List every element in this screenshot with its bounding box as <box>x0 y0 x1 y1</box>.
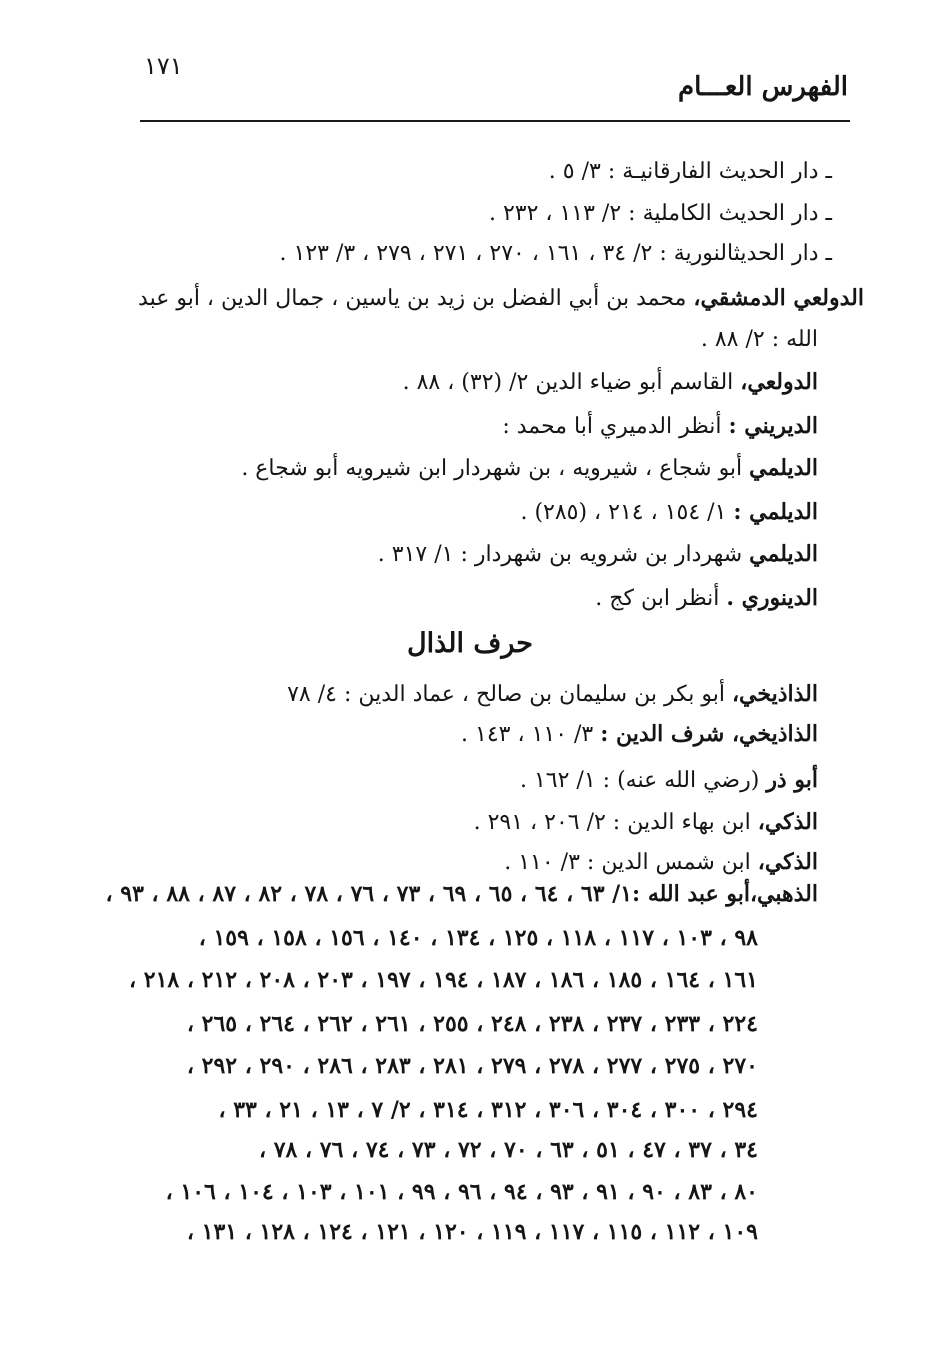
entry-name: الدولعي، <box>740 369 818 395</box>
entry-daylami-refs <box>520 496 818 529</box>
entry-dhahabi <box>105 878 818 911</box>
entry-daylami-shahrdar <box>378 538 818 571</box>
entry-dayrini <box>502 410 818 443</box>
entry-text: (رضي الله عنه) : ١/ ١٦٢ . <box>519 768 767 793</box>
entry-name: الديلمي <box>749 455 818 481</box>
entry-text: ابن شمس الدين : ٣/ ١١٠ . <box>504 850 758 875</box>
entry-dawlaee-qasim <box>403 366 818 399</box>
entry-dar-hadith-kamiliya: ـ دار الحديث الكاملية : ٢/ ١١٣ ، ٢٣٢ . <box>488 201 832 226</box>
section-heading-dhal: حرف الذال <box>407 628 533 659</box>
entry-text: شهردار بن شرويه بن شهردار : ١/ ٣١٧ . <box>377 542 750 567</box>
page-number: ١٧١ <box>144 52 183 80</box>
entry-dar-hadith-nuriya: ـ دار الحديثالنورية : ٢/ ٣٤ ، ١٦١ ، ٢٧٠ ، ٢٧١ ، ٢٧٩ ، ٣/ ١٢٣ . <box>279 241 832 266</box>
entry-dinawari <box>595 582 818 615</box>
entry-text: أبو شجاع ، شيرويه ، بن شهردار ابن شيرويه أبو شجاع . <box>241 456 750 481</box>
entry-text: أنظر الدميري أبا محمد : <box>502 414 729 439</box>
entry-name: الذهبي، <box>749 881 818 907</box>
entry-text: ١/ ١٥٤ ، ٢١٤ ، (٢٨٥) . <box>520 500 734 525</box>
entry-text: ابن بهاء الدين : ٢/ ٢٠٦ ، ٢٩١ . <box>473 810 758 835</box>
entry-dhaki-shams <box>504 846 818 879</box>
dhahabi-refs-line: ١٠٩ ، ١١٢ ، ١١٥ ، ١١٧ ، ١١٩ ، ١٢٠ ، ١٢١ ، ١٢٤ ، ١٢٨ ، ١٣١ ، <box>186 1219 758 1245</box>
dhahabi-refs-line: ٢٩٤ ، ٣٠٠ ، ٣٠٤ ، ٣٠٦ ، ٣١٢ ، ٣١٤ ، ٢/ ٧ ، ١٣ ، ٢١ ، ٣٣ ، <box>218 1097 758 1123</box>
entry-name: الذكي، <box>757 809 818 835</box>
dhahabi-refs-line: ٨٠ ، ٨٣ ، ٩٠ ، ٩١ ، ٩٣ ، ٩٤ ، ٩٦ ، ٩٩ ، ١٠١ ، ١٠٣ ، ١٠٤ ، ١٠٦ ، <box>165 1179 758 1205</box>
entry-name: الديريني : <box>728 413 818 439</box>
entry-name: الذاذيخي، شرف الدين : <box>600 721 818 747</box>
entry-text: أبو بكر بن سليمان بن صالح ، عماد الدين : ٤/ ٧٨ <box>287 682 732 707</box>
entry-abu-dharr <box>520 764 818 797</box>
entry-dawlaee-dimashqi-cont: الله : ٢/ ٨٨ . <box>700 327 818 352</box>
entry-daylami-abu-shuja <box>241 452 818 485</box>
entry-dhadhikhi-abu-bakr <box>287 678 818 711</box>
header-rule <box>140 120 850 122</box>
running-header-title: الفهرس العـــام <box>678 72 848 102</box>
entry-name: أبو ذر <box>766 767 818 793</box>
entry-dar-hadith-fariqaniya: ـ دار الحديث الفارقانيـة : ٣/ ٥ . <box>548 159 832 184</box>
dhahabi-refs-line: ١٦١ ، ١٦٤ ، ١٨٥ ، ١٨٦ ، ١٨٧ ، ١٩٤ ، ١٩٧ ، ٢٠٣ ، ٢٠٨ ، ٢١٢ ، ٢١٨ ، <box>129 967 758 993</box>
dhahabi-refs-line: ٢٧٠ ، ٢٧٥ ، ٢٧٧ ، ٢٧٨ ، ٢٧٩ ، ٢٨١ ، ٢٨٣ ، ٢٨٦ ، ٢٩٠ ، ٢٩٢ ، <box>186 1053 758 1079</box>
entry-dawlaee-dimashqi <box>138 282 864 315</box>
dhahabi-refs-line: ٩٨ ، ١٠٣ ، ١١٧ ، ١١٨ ، ١٢٥ ، ١٣٤ ، ١٤٠ ، ١٥٦ ، ١٥٨ ، ١٥٩ ، <box>198 925 758 951</box>
entry-text: القاسم أبو ضياء الدين ٢/ (٣٢) ، ٨٨ . <box>402 370 741 395</box>
entry-name: الديلمي <box>749 541 818 567</box>
entry-name: الذاذيخي، <box>731 681 818 707</box>
dhahabi-refs-line: ٢٢٤ ، ٢٣٣ ، ٢٣٧ ، ٢٣٨ ، ٢٤٨ ، ٢٥٥ ، ٢٦١ ، ٢٦٢ ، ٢٦٤ ، ٢٦٥ ، <box>186 1011 758 1037</box>
entry-text: محمد بن أبي الفضل بن زيد بن ياسين ، جمال الدين ، أبو عبد <box>138 286 694 311</box>
entry-text: أبو عبد الله :١/ ٦٣ ، ٦٤ ، ٦٥ ، ٦٩ ، ٧٣ ، ٧٦ ، ٧٨ ، ٨٢ ، ٨٧ ، ٨٨ ، ٩٣ ، <box>105 881 750 907</box>
entry-text: أنظر ابن كج . <box>595 586 727 611</box>
entry-text: ٣/ ١١٠ ، ١٤٣ . <box>461 722 601 747</box>
entry-name: الديلمي : <box>733 499 818 525</box>
entry-name: الدولعي الدمشقي، <box>693 285 864 311</box>
dhahabi-refs-line: ٣٤ ، ٣٧ ، ٤٧ ، ٥١ ، ٦٣ ، ٧٠ ، ٧٢ ، ٧٣ ، ٧٤ ، ٧٦ ، ٧٨ ، <box>258 1137 758 1163</box>
entry-dhadhikhi-sharaf <box>461 718 818 751</box>
entry-dhaki-bahaa <box>474 806 818 839</box>
entry-name: الدينوري . <box>726 585 818 611</box>
entry-name: الذكي، <box>757 849 818 875</box>
